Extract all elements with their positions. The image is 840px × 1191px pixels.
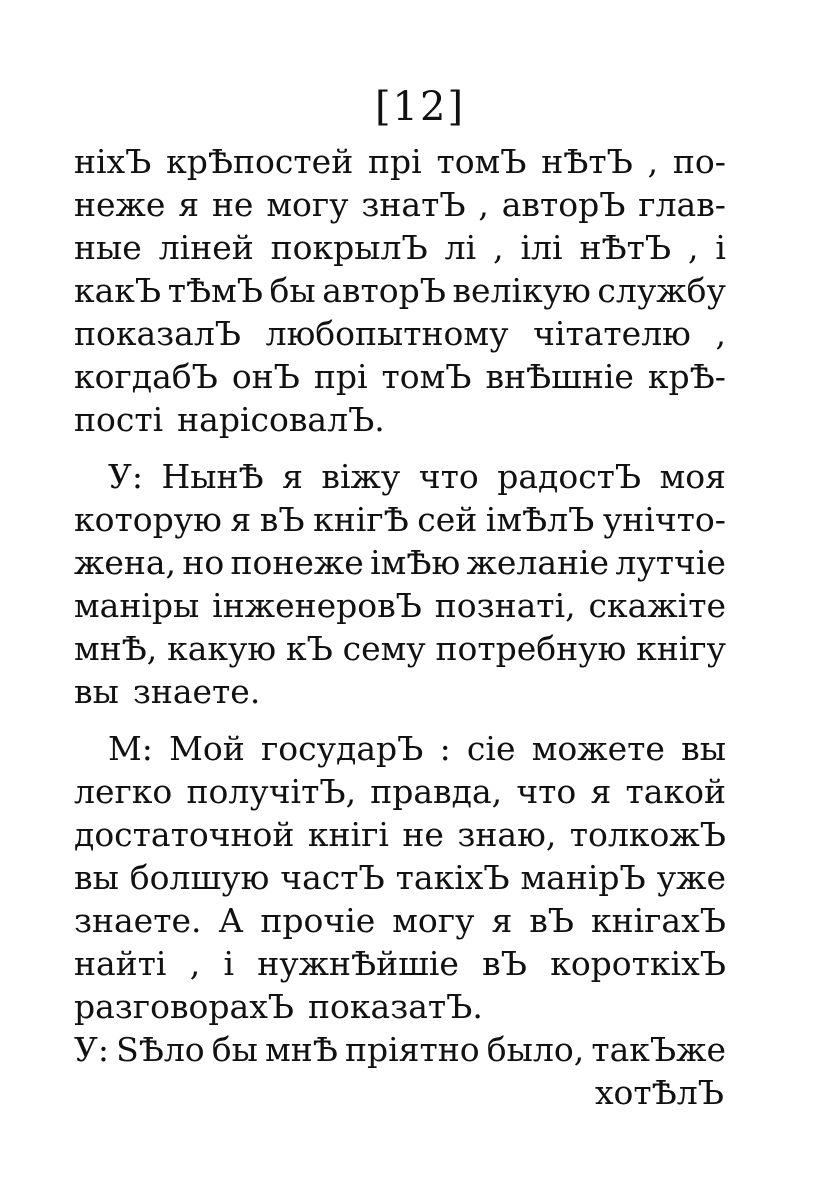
text-line <box>74 627 726 670</box>
word: велiкую <box>452 271 591 310</box>
word: понеже <box>230 543 364 582</box>
text-line <box>74 942 726 985</box>
word: такЪже <box>591 1030 726 1069</box>
word: прочiе <box>260 901 376 940</box>
word: вЪ <box>529 901 575 940</box>
catchword <box>74 1071 726 1114</box>
word: , <box>478 185 489 224</box>
word: легко <box>74 772 173 811</box>
word: мнѢ <box>265 1030 338 1069</box>
word: iмѢю <box>370 543 461 582</box>
word: я <box>491 901 513 940</box>
word: сiе <box>466 729 516 768</box>
word: какЪ <box>74 271 162 310</box>
word: прiятно <box>345 1030 480 1069</box>
text-line <box>74 269 726 312</box>
word: желанiе <box>466 543 610 582</box>
word: прi <box>313 357 368 396</box>
word: А <box>218 901 244 940</box>
word: вы <box>74 672 119 711</box>
word: неже <box>74 185 166 224</box>
paragraph <box>74 455 726 713</box>
word: вiжу <box>321 457 401 496</box>
word: частЪ <box>280 858 385 897</box>
word: мнѢ, <box>74 629 158 668</box>
word: получiтЪ, <box>186 772 357 811</box>
word: когдабЪ <box>74 357 218 396</box>
text-line <box>74 140 726 183</box>
word: правда, <box>370 772 503 811</box>
word: сему <box>342 629 426 668</box>
word: жена, <box>74 543 177 582</box>
word: iмѢлЪ <box>485 500 595 539</box>
text-line <box>74 985 726 1028</box>
word: любопытному <box>265 314 509 353</box>
word: постi <box>74 400 164 439</box>
word: i <box>223 944 235 983</box>
word: Мой <box>169 729 245 768</box>
word: прi <box>367 142 422 181</box>
word: , <box>647 142 659 181</box>
word: крѢ- <box>647 357 726 396</box>
text-line <box>74 183 726 226</box>
word: НынѢ <box>161 457 264 496</box>
word: ные <box>74 228 142 267</box>
word: глав- <box>638 185 726 224</box>
word: толкожЪ <box>569 815 726 854</box>
word: М: <box>108 729 153 768</box>
word: кнiгѢ <box>313 500 409 539</box>
word: вЪ <box>482 944 527 983</box>
word: было, <box>486 1030 585 1069</box>
word: я <box>178 185 200 224</box>
word: бы <box>211 1030 258 1069</box>
word: найтi <box>74 944 167 983</box>
word: , <box>715 314 726 353</box>
word: я <box>590 772 612 811</box>
text-line <box>74 226 726 269</box>
word: томЪ <box>381 357 472 396</box>
body-text <box>74 140 726 1114</box>
word: крѢпостей <box>166 142 354 181</box>
paragraph-gap <box>74 713 726 727</box>
word: я <box>282 457 303 496</box>
word: показатЪ. <box>308 987 483 1026</box>
word: не <box>211 185 254 224</box>
text-line <box>74 584 726 627</box>
catchword-text: хотѢлЪ <box>594 1073 724 1112</box>
text-line <box>74 770 726 813</box>
text-line <box>74 727 726 770</box>
word: потребную <box>435 629 627 668</box>
word: что <box>418 457 479 496</box>
word: не <box>402 815 444 854</box>
text-line <box>74 498 726 541</box>
word: авторЪ <box>322 271 446 310</box>
word: бы <box>269 271 316 310</box>
word: которую <box>74 500 222 539</box>
word: манiры <box>74 586 200 625</box>
word: достаточной <box>74 815 295 854</box>
word: У: <box>108 457 143 496</box>
word: разговорахЪ <box>74 987 295 1026</box>
word: я <box>230 500 252 539</box>
word: можете <box>531 729 665 768</box>
word: знаете. <box>74 901 202 940</box>
word: нѢтЪ <box>541 142 633 181</box>
word: iнженеровЪ <box>212 586 422 625</box>
word: лутчiе <box>615 543 726 582</box>
word: какую <box>167 629 277 668</box>
text-line <box>74 355 726 398</box>
word: короткiхЪ <box>550 944 726 983</box>
word: могу <box>392 901 475 940</box>
text-line <box>74 312 726 355</box>
word: вы <box>74 858 119 897</box>
word: радостЪ <box>497 457 642 496</box>
word: онЪ <box>231 357 300 396</box>
word: унiчто- <box>602 500 726 539</box>
word: государЪ <box>260 729 424 768</box>
word: кнiгу <box>636 629 726 668</box>
word: что <box>516 772 577 811</box>
word: службу <box>597 271 726 310</box>
word: могу <box>266 185 349 224</box>
word: вы <box>681 729 726 768</box>
paragraph <box>74 1028 726 1071</box>
text-line <box>74 813 726 856</box>
word: i <box>715 228 726 267</box>
word: У: <box>74 1030 109 1069</box>
word: кнiгахЪ <box>590 901 726 940</box>
word: , <box>493 228 504 267</box>
word: знаете. <box>132 672 261 711</box>
page-number: [12] <box>374 84 466 130</box>
word: знаю, <box>457 815 557 854</box>
word: такой <box>625 772 726 811</box>
word: покрылЪ <box>270 228 428 267</box>
paragraph <box>74 140 726 441</box>
word: сей <box>417 500 478 539</box>
word: по- <box>672 142 726 181</box>
word: iлi <box>520 228 563 267</box>
word: знатЪ <box>361 185 466 224</box>
word: томЪ <box>436 142 527 181</box>
word: лi <box>444 228 477 267</box>
word: но <box>182 543 225 582</box>
word: вЪ <box>259 500 305 539</box>
word: авторЪ <box>501 185 626 224</box>
word: нiхЪ <box>74 142 152 181</box>
paragraph-gap <box>74 441 726 455</box>
word: нужнѢйшiе <box>257 944 459 983</box>
word: внѢшнiе <box>485 357 634 396</box>
text-line <box>74 541 726 584</box>
word: моя <box>659 457 726 496</box>
paragraph <box>74 727 726 1028</box>
text-line <box>74 1028 726 1071</box>
word: тѢмЪ <box>167 271 263 310</box>
word: , <box>687 228 699 267</box>
word: скажiте <box>588 586 726 625</box>
word: манiрЪ <box>520 858 646 897</box>
word: уже <box>656 858 726 897</box>
text-line <box>74 670 726 713</box>
word: , <box>189 944 201 983</box>
word: : <box>439 729 451 768</box>
word: болшую <box>129 858 270 897</box>
word: чiтателю <box>533 314 691 353</box>
word: кнiгi <box>307 815 389 854</box>
word: познатi, <box>434 586 576 625</box>
word: показалЪ <box>74 314 242 353</box>
text-line <box>74 398 726 441</box>
word: ЅѢло <box>116 1030 205 1069</box>
text-line <box>74 899 726 942</box>
word: такiхЪ <box>395 858 510 897</box>
word: нарiсовалЪ. <box>177 400 385 439</box>
word: кЪ <box>285 629 333 668</box>
text-line <box>74 856 726 899</box>
word: нѢтЪ <box>579 228 672 267</box>
text-line <box>74 455 726 498</box>
word: лiней <box>158 228 254 267</box>
